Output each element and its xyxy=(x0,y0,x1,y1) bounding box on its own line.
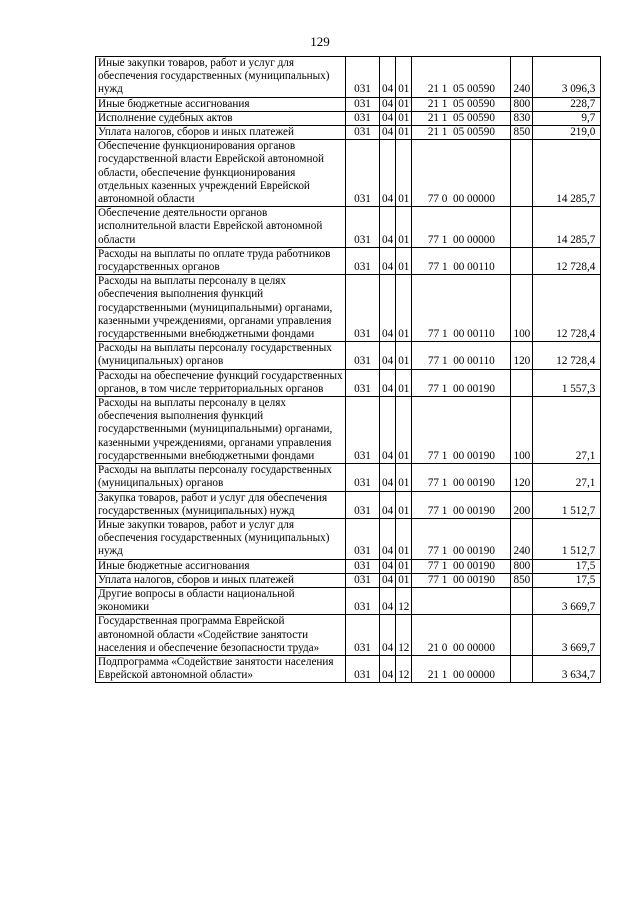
row-target-article-code xyxy=(412,587,511,614)
row-expense-type-code: 100 xyxy=(511,397,533,464)
row-subsection-code: 01 xyxy=(396,140,412,207)
table-row xyxy=(96,207,601,248)
row-name: Другие вопросы в области национальной экономики xyxy=(96,587,346,614)
row-subsection-code: 01 xyxy=(396,126,412,140)
row-name: Обеспечение деятельности органов исполнительной власти Еврейской автономной области xyxy=(96,207,346,248)
table-row xyxy=(96,369,601,396)
row-expense-type-code xyxy=(511,247,533,274)
row-target-article-code: 77 1 00 00190 xyxy=(412,464,511,491)
row-grbs-code: 031 xyxy=(346,518,380,559)
budget-table xyxy=(95,56,601,683)
row-target-article-code: 21 1 00 00000 xyxy=(412,655,511,682)
row-name: Иные бюджетные ассигнования xyxy=(96,97,346,111)
row-amount: 17,5 xyxy=(533,559,601,573)
row-subsection-code: 01 xyxy=(396,207,412,248)
row-section-code: 04 xyxy=(380,464,396,491)
row-grbs-code: 031 xyxy=(346,275,380,342)
row-name: Иные бюджетные ассигнования xyxy=(96,559,346,573)
row-section-code: 04 xyxy=(380,247,396,274)
row-amount: 3 669,7 xyxy=(533,587,601,614)
row-amount: 3 669,7 xyxy=(533,615,601,656)
table-row xyxy=(96,140,601,207)
row-name: Обеспечение функционирования органов государственной власти Еврейской автономной области, обеспечение функционирования отдельных казенных учреждений Еврейской автономной области xyxy=(96,140,346,207)
row-section-code: 04 xyxy=(380,111,396,125)
row-name: Иные закупки товаров, работ и услуг для обеспечения государственных (муниципальных) нужд xyxy=(96,518,346,559)
row-expense-type-code: 200 xyxy=(511,491,533,518)
row-section-code: 04 xyxy=(380,140,396,207)
table-row xyxy=(96,247,601,274)
row-amount: 3 634,7 xyxy=(533,655,601,682)
row-name: Закупка товаров, работ и услуг для обеспечения государственных (муниципальных) нужд xyxy=(96,491,346,518)
row-expense-type-code: 800 xyxy=(511,559,533,573)
table-row xyxy=(96,397,601,464)
row-name: Иные закупки товаров, работ и услуг для обеспечения государственных (муниципальных) нужд xyxy=(96,57,346,98)
row-section-code: 04 xyxy=(380,397,396,464)
row-name: Расходы на выплаты персоналу в целях обеспечения выполнения функций государственными (муниципальными) органами, казенными учреждениями, органами управления государственными внебюджетными фондами xyxy=(96,275,346,342)
row-target-article-code: 77 1 00 00190 xyxy=(412,491,511,518)
row-name: Расходы на обеспечение функций государственных органов, в том числе территориальных органов xyxy=(96,369,346,396)
row-name: Подпрограмма «Содействие занятости населения Еврейской автономной области» xyxy=(96,655,346,682)
table-row xyxy=(96,655,601,682)
row-grbs-code: 031 xyxy=(346,615,380,656)
row-grbs-code: 031 xyxy=(346,369,380,396)
row-section-code: 04 xyxy=(380,518,396,559)
row-amount: 27,1 xyxy=(533,397,601,464)
row-section-code: 04 xyxy=(380,342,396,369)
row-section-code: 04 xyxy=(380,587,396,614)
budget-table-body xyxy=(96,57,601,683)
row-target-article-code: 77 1 00 00190 xyxy=(412,397,511,464)
row-amount: 219,0 xyxy=(533,126,601,140)
row-target-article-code: 77 1 00 00110 xyxy=(412,342,511,369)
row-amount: 12 728,4 xyxy=(533,247,601,274)
row-grbs-code: 031 xyxy=(346,207,380,248)
table-row xyxy=(96,57,601,98)
row-subsection-code: 01 xyxy=(396,397,412,464)
row-subsection-code: 01 xyxy=(396,518,412,559)
row-amount: 1 557,3 xyxy=(533,369,601,396)
row-name: Уплата налогов, сборов и иных платежей xyxy=(96,573,346,587)
row-target-article-code: 77 1 00 00110 xyxy=(412,275,511,342)
row-amount: 12 728,4 xyxy=(533,342,601,369)
row-grbs-code: 031 xyxy=(346,491,380,518)
row-target-article-code: 77 1 00 00000 xyxy=(412,207,511,248)
row-subsection-code: 01 xyxy=(396,491,412,518)
row-expense-type-code: 100 xyxy=(511,275,533,342)
row-target-article-code: 77 1 00 00190 xyxy=(412,369,511,396)
table-row xyxy=(96,464,601,491)
row-subsection-code: 12 xyxy=(396,655,412,682)
row-amount: 228,7 xyxy=(533,97,601,111)
row-name: Исполнение судебных актов xyxy=(96,111,346,125)
row-subsection-code: 01 xyxy=(396,559,412,573)
row-expense-type-code: 120 xyxy=(511,464,533,491)
row-expense-type-code: 830 xyxy=(511,111,533,125)
table-row xyxy=(96,615,601,656)
row-section-code: 04 xyxy=(380,559,396,573)
row-target-article-code: 21 1 05 00590 xyxy=(412,97,511,111)
table-row xyxy=(96,342,601,369)
row-target-article-code: 77 1 00 00190 xyxy=(412,559,511,573)
row-target-article-code: 21 1 05 00590 xyxy=(412,111,511,125)
row-amount: 12 728,4 xyxy=(533,275,601,342)
row-section-code: 04 xyxy=(380,491,396,518)
row-amount: 1 512,7 xyxy=(533,518,601,559)
row-expense-type-code: 850 xyxy=(511,573,533,587)
row-expense-type-code xyxy=(511,615,533,656)
table-row xyxy=(96,126,601,140)
table-row xyxy=(96,573,601,587)
row-section-code: 04 xyxy=(380,57,396,98)
row-grbs-code: 031 xyxy=(346,464,380,491)
row-subsection-code: 01 xyxy=(396,573,412,587)
row-section-code: 04 xyxy=(380,207,396,248)
row-name: Государственная программа Еврейской автономной области «Содействие занятости населения и обеспечение безопасности труда» xyxy=(96,615,346,656)
row-grbs-code: 031 xyxy=(346,573,380,587)
row-expense-type-code: 240 xyxy=(511,57,533,98)
row-section-code: 04 xyxy=(380,615,396,656)
row-expense-type-code xyxy=(511,655,533,682)
row-name: Расходы на выплаты персоналу в целях обеспечения выполнения функций государственными (муниципальными) органами, казенными учреждениями, органами управления государственными внебюджетными фондами xyxy=(96,397,346,464)
row-target-article-code: 77 1 00 00190 xyxy=(412,573,511,587)
row-amount: 27,1 xyxy=(533,464,601,491)
row-expense-type-code: 240 xyxy=(511,518,533,559)
row-grbs-code: 031 xyxy=(346,397,380,464)
row-name: Уплата налогов, сборов и иных платежей xyxy=(96,126,346,140)
row-expense-type-code: 800 xyxy=(511,97,533,111)
row-grbs-code: 031 xyxy=(346,587,380,614)
row-section-code: 04 xyxy=(380,573,396,587)
row-target-article-code: 77 1 00 00110 xyxy=(412,247,511,274)
page-number: 129 xyxy=(310,34,330,49)
row-grbs-code: 031 xyxy=(346,126,380,140)
row-amount: 14 285,7 xyxy=(533,140,601,207)
table-row xyxy=(96,275,601,342)
row-target-article-code: 21 0 00 00000 xyxy=(412,615,511,656)
table-row xyxy=(96,97,601,111)
row-subsection-code: 01 xyxy=(396,111,412,125)
row-grbs-code: 031 xyxy=(346,97,380,111)
row-target-article-code: 21 1 05 00590 xyxy=(412,126,511,140)
row-section-code: 04 xyxy=(380,97,396,111)
row-amount: 1 512,7 xyxy=(533,491,601,518)
row-expense-type-code xyxy=(511,207,533,248)
row-subsection-code: 01 xyxy=(396,464,412,491)
row-section-code: 04 xyxy=(380,126,396,140)
row-amount: 3 096,3 xyxy=(533,57,601,98)
row-amount: 9,7 xyxy=(533,111,601,125)
row-section-code: 04 xyxy=(380,369,396,396)
row-expense-type-code: 120 xyxy=(511,342,533,369)
row-grbs-code: 031 xyxy=(346,57,380,98)
row-target-article-code: 77 1 00 00190 xyxy=(412,518,511,559)
row-grbs-code: 031 xyxy=(346,247,380,274)
row-target-article-code: 21 1 05 00590 xyxy=(412,57,511,98)
table-row xyxy=(96,587,601,614)
table-row xyxy=(96,111,601,125)
row-target-article-code: 77 0 00 00000 xyxy=(412,140,511,207)
row-subsection-code: 12 xyxy=(396,587,412,614)
row-expense-type-code: 850 xyxy=(511,126,533,140)
row-grbs-code: 031 xyxy=(346,655,380,682)
row-grbs-code: 031 xyxy=(346,342,380,369)
row-expense-type-code xyxy=(511,140,533,207)
row-subsection-code: 01 xyxy=(396,57,412,98)
row-subsection-code: 01 xyxy=(396,247,412,274)
row-section-code: 04 xyxy=(380,275,396,342)
row-expense-type-code xyxy=(511,369,533,396)
row-grbs-code: 031 xyxy=(346,111,380,125)
row-subsection-code: 01 xyxy=(396,275,412,342)
table-row xyxy=(96,518,601,559)
row-subsection-code: 01 xyxy=(396,97,412,111)
row-grbs-code: 031 xyxy=(346,140,380,207)
row-subsection-code: 01 xyxy=(396,342,412,369)
row-subsection-code: 01 xyxy=(396,369,412,396)
row-name: Расходы на выплаты по оплате труда работников государственных органов xyxy=(96,247,346,274)
row-section-code: 04 xyxy=(380,655,396,682)
table-row xyxy=(96,491,601,518)
row-name: Расходы на выплаты персоналу государственных (муниципальных) органов xyxy=(96,342,346,369)
row-subsection-code: 12 xyxy=(396,615,412,656)
row-expense-type-code xyxy=(511,587,533,614)
table-row xyxy=(96,559,601,573)
row-grbs-code: 031 xyxy=(346,559,380,573)
row-name: Расходы на выплаты персоналу государственных (муниципальных) органов xyxy=(96,464,346,491)
row-amount: 17,5 xyxy=(533,573,601,587)
row-amount: 14 285,7 xyxy=(533,207,601,248)
